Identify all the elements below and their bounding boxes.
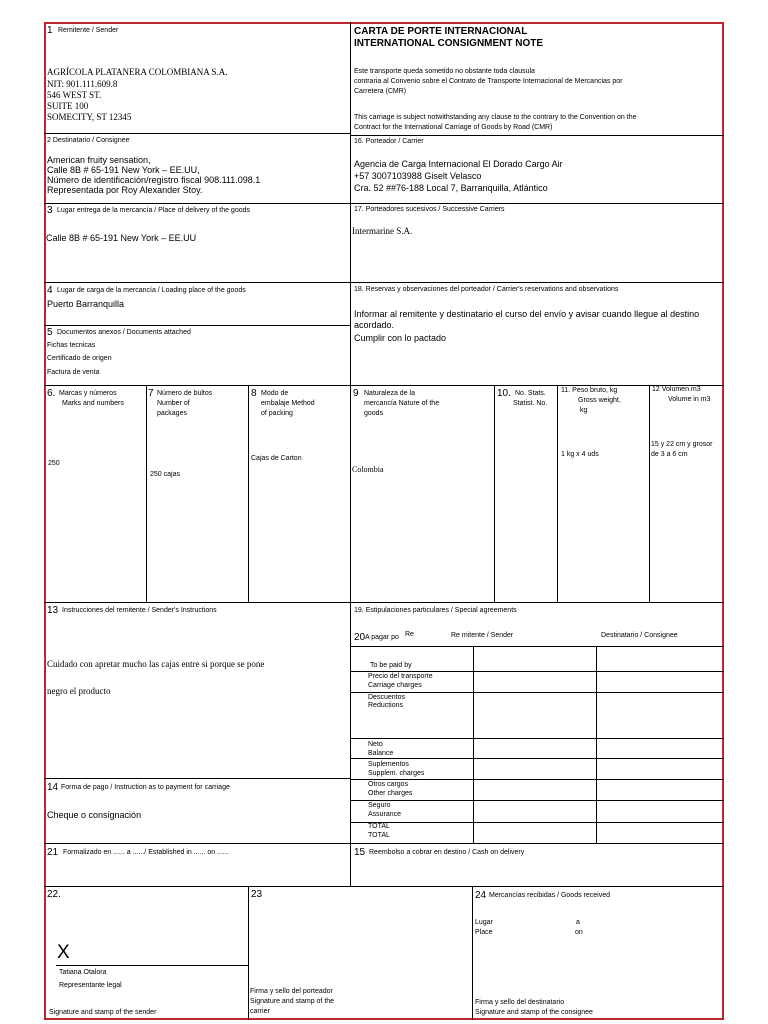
pay-line-3 (350, 692, 724, 693)
packing-number: 8 (251, 388, 257, 399)
sender-city: SOMECITY, ST 12345 (47, 112, 132, 122)
payment-form-number: 14 (47, 782, 59, 793)
line-1 (44, 133, 350, 134)
sender-sig-caption: Signature and stamp of the sender (49, 1009, 157, 1016)
reservations-line-3: Cumplir con lo pactado (354, 333, 447, 343)
packing-label-3: of packing (261, 410, 293, 417)
pay-line-8 (350, 822, 724, 823)
pay-row-es: Descuentos (368, 694, 405, 701)
consignee-label: 2 Destinatario / Consignee (47, 137, 130, 144)
pay-row-es: Precio del transporte (368, 673, 433, 680)
goods-col-3 (494, 385, 495, 602)
title-note-en-2: Contract for the International Carriage of Goods by Road (CMR) (354, 124, 553, 131)
loading-box-number: 4 (47, 285, 53, 296)
sig-col-2 (472, 886, 473, 1020)
carrier-name: Agencia de Carga Internacional El Dorado Cargo Air (354, 159, 563, 169)
packages-label-3: packages (157, 410, 187, 417)
nature-label-1: Naturaleza de la (364, 390, 415, 397)
carrier-address: Cra. 52 ##76-188 Local 7, Barranquilla, Atlántico (354, 183, 548, 193)
signature-line (56, 965, 248, 966)
established-label: Formalizado en ...... a ....../ Established in ...... on ...... (63, 849, 229, 856)
marks-label-en: Marks and numbers (62, 400, 124, 407)
goods-col-2 (248, 385, 249, 602)
pay-row-es: Suplementos (368, 761, 409, 768)
title-note-en-1: This carriage is subject notwithstanding any clause to the contrary to the Convention on the (354, 114, 637, 121)
carrier-sig-caption-1: Firma y sello del porteador (250, 988, 333, 995)
pay-row-en: Carriage charges (368, 682, 422, 689)
pay-line-1 (350, 646, 724, 647)
loading-label: Lugar de carga de la mercancía / Loading place of the goods (57, 287, 246, 294)
instructions-line-1: Cuidado con apretar mucho las cajas entre si porque se pone (47, 659, 265, 669)
line-4 (44, 325, 350, 326)
delivery-box-number: 3 (47, 205, 53, 216)
marks-value: 250 (48, 460, 60, 467)
pay-row-en: TOTAL (368, 832, 390, 839)
instructions-line-2: negro el producto (47, 686, 111, 696)
consignee-sig-caption-2: Signature and stamp of the consignee (475, 1009, 593, 1016)
pay-row-en: Other charges (368, 790, 413, 797)
on-label-en: on (575, 929, 583, 936)
carrier-label: 16. Porteador / Carrier (354, 138, 424, 145)
marks-number: 6. (47, 388, 56, 399)
line-10 (44, 886, 724, 887)
nature-label-3: goods (364, 410, 384, 417)
instructions-number: 13 (47, 605, 59, 616)
title-note-es-2: contraria al Convenio sobre el Contrato de Transporte Internacional de Mercancias por (354, 78, 623, 85)
sender-signer-name: Tatiana Otalora (59, 969, 107, 976)
pay-header-label: A pagar po (365, 634, 399, 641)
carrier-sig-number: 23 (251, 889, 263, 900)
packages-number: 7 (148, 388, 154, 399)
line-8 (44, 778, 350, 779)
special-label: 19. Estipulaciones particulares / Special agreements (354, 607, 517, 614)
line-2 (44, 203, 724, 204)
sender-signer-role: Representante legal (59, 982, 122, 989)
pay-header-superscript: Re (405, 631, 414, 638)
pay-col-sender: Re mitente / Sender (451, 632, 514, 639)
received-label: Mercancías recibidas / Goods received (489, 892, 610, 899)
title-spanish: CARTA DE PORTE INTERNACIONAL (354, 26, 528, 37)
payment-form-label: Forma de pago / Instruction as to payment for carriage (61, 784, 230, 791)
reservations-line-2: acordado. (354, 320, 395, 330)
line-7 (44, 602, 724, 603)
successive-value: Intermarine S.A. (352, 226, 413, 236)
volume-value-1: 15 y 22 cm y grosor (651, 441, 713, 448)
consignee-representative: Representada por Roy Alexander Stoy. (47, 185, 203, 195)
delivery-label: Lugar entrega de la mercancía / Place of delivery of the goods (57, 207, 251, 214)
title-note-es-3: Carretera (CMR) (354, 88, 407, 95)
pay-col-2 (596, 646, 597, 843)
pay-row-es: TOTAL (368, 823, 390, 830)
packing-value: Cajas de Carton (251, 455, 302, 462)
document-item: Certificado de origen (47, 355, 112, 362)
pay-line-2 (350, 671, 724, 672)
pay-header-number: 20 (354, 632, 366, 643)
line-3 (44, 282, 724, 283)
goods-col-4 (557, 385, 558, 602)
line-6 (350, 135, 724, 136)
received-number: 24 (475, 890, 487, 901)
title-english: INTERNATIONAL CONSIGNMENT NOTE (354, 38, 544, 49)
document-item: Factura de venta (47, 369, 100, 376)
center-divider-top (350, 22, 351, 602)
on-label-es: a (576, 919, 580, 926)
pay-row-en: Supplem. charges (368, 770, 425, 777)
cod-label: Reembolso a cobrar en destino / Cash on delivery (369, 849, 525, 856)
pay-line-4 (350, 738, 724, 739)
weight-label-1: 11. Peso bruto, kg (561, 387, 618, 394)
stat-label-2: Statist. No. (513, 400, 548, 407)
pay-col-1 (473, 646, 474, 843)
place-label-en: Place (475, 929, 493, 936)
sender-sig-number: 22. (47, 889, 61, 900)
nature-label-2: mercancía Nature of the (364, 400, 440, 407)
weight-label-2: Gross weight, (578, 397, 621, 404)
title-note-es-1: Este transporte queda sometido no obstante toda clausula (354, 68, 535, 75)
nature-number: 9 (353, 388, 359, 399)
stat-label-1: No. Stats. (515, 390, 546, 397)
sender-nit: NIT: 901.111.609.8 (47, 79, 118, 89)
document-item: Fichas tecnicas (47, 342, 96, 349)
goods-col-1 (146, 385, 147, 602)
carrier-sig-caption-3: carrier (250, 1008, 270, 1015)
instructions-label: Instrucciones del remitente / Sender's Instructions (62, 607, 217, 614)
packages-value: 250 cajas (150, 471, 180, 478)
payment-form-value: Cheque o consignación (47, 810, 142, 820)
signature-x-mark: X (57, 942, 70, 963)
pay-line-7 (350, 800, 724, 801)
loading-value: Puerto Barranquilla (47, 299, 125, 309)
pay-row-es: Neto (368, 741, 383, 748)
volume-value-2: de 3 a 6 cm (651, 451, 688, 458)
established-number: 21 (47, 847, 59, 858)
pay-col-consignee: Destinatario / Consignee (601, 632, 678, 639)
successive-label: 17. Porteadores sucesivos / Successive Carriers (354, 206, 505, 213)
documents-box-number: 5 (47, 327, 53, 338)
sender-address-1: 546 WEST ST. (47, 90, 102, 100)
pay-line-5 (350, 758, 724, 759)
sender-box-label: Remitente / Sender (58, 27, 119, 34)
goods-col-5 (649, 385, 650, 602)
packing-label-2: embalaje Method (261, 400, 315, 407)
consignee-address: Calle 8B # 65-191 New York – EE.UU, (47, 165, 200, 175)
packages-label-2: Number of (157, 400, 190, 407)
pay-line-6 (350, 779, 724, 780)
sig-col-1 (248, 886, 249, 1020)
sender-box-number: 1 (47, 25, 53, 36)
nature-value: Colombia (352, 465, 384, 474)
consignee-sig-caption-1: Firma y sello del destinatario (475, 999, 565, 1006)
sender-name: AGRÍCOLA PLATANERA COLOMBIANA S.A. (47, 67, 228, 77)
delivery-value: Calle 8B # 65-191 New York – EE.UU (46, 233, 197, 243)
pay-row-en: Balance (368, 750, 394, 757)
weight-label-3: kg (580, 407, 588, 414)
sender-address-2: SUITE 100 (47, 101, 89, 111)
packing-label-1: Modo de (261, 390, 289, 397)
consignee-tax-id: Número de identificación/registro fiscal 908.111.098.1 (47, 175, 261, 185)
pay-row-es: Otros cargos (368, 781, 409, 788)
cod-number: 15 (354, 847, 366, 858)
line-9 (44, 843, 724, 844)
documents-label: Documentos anexos / Documents attached (57, 329, 191, 336)
consignee-name: American fruity sensation, (47, 155, 151, 165)
carrier-phone: +57 3007103988 Giselt Velasco (354, 171, 482, 181)
reservations-label: 18. Reservas y observaciones del porteador / Carrier's reservations and observations (354, 286, 619, 293)
marks-label-es: Marcas y números (59, 390, 117, 397)
packages-label-1: Número de bultos (157, 390, 213, 397)
center-divider-bottom (350, 602, 351, 887)
reservations-line-1: Informar al remitente y destinatario el curso del envío y avisar cuando llegue al destino (354, 309, 700, 319)
stat-number: 10. (497, 388, 511, 399)
volume-label-1: 12 Volumen m3 (652, 386, 701, 393)
pay-row-en: Reductions (368, 702, 404, 709)
volume-label-2: Volume in m3 (668, 396, 711, 403)
weight-value: 1 kg x 4 uds (561, 451, 599, 458)
pay-row-es: Seguro (368, 802, 391, 809)
carrier-sig-caption-2: Signature and stamp of the (250, 998, 335, 1005)
to-be-paid-label: To be paid by (370, 662, 412, 669)
place-label-es: Lugar (475, 919, 493, 926)
pay-row-en: Assurance (368, 811, 402, 818)
